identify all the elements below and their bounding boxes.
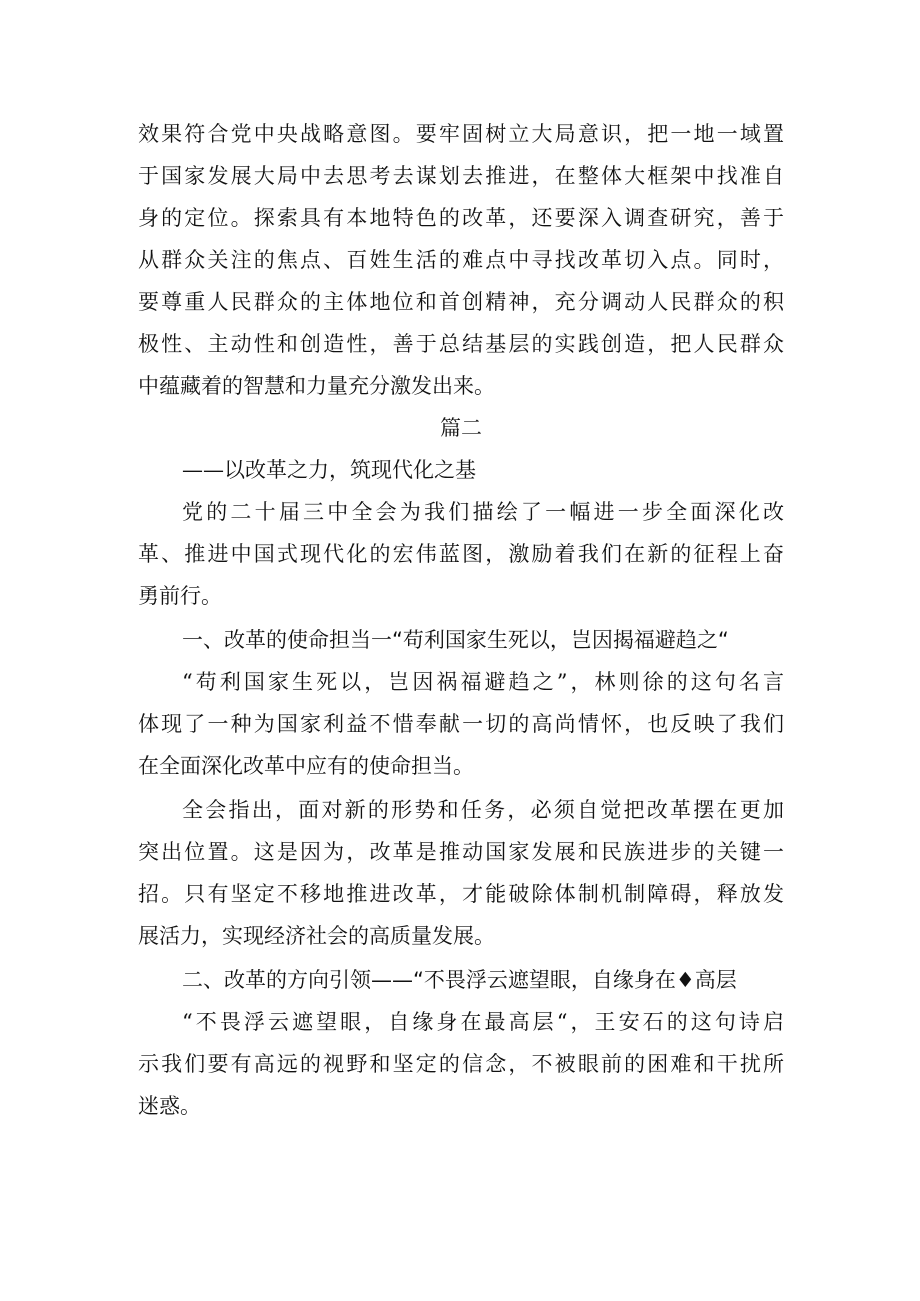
text-line: 要尊重人民群众的主体地位和首创精神，充分调动人民群众的积: [138, 290, 784, 314]
text-line: 党的二十届三中全会为我们描绘了一幅进一步全面深化改: [182, 500, 784, 524]
text-line: 示我们要有高远的视野和坚定的信念，不被眼前的困难和干扰所: [138, 1052, 784, 1076]
text-line: 于国家发展大局中去思考去谋划去推进，在整体大框架中找准自: [138, 164, 784, 188]
text-line: 身的定位。探索具有本地特色的改革，还要深入调查研究，善于: [138, 206, 784, 230]
text-line: 效果符合党中央战略意图。要牢固树立大局意识，把一地一域置: [138, 122, 784, 146]
heading-1: 一、改革的使命担当一“苟利国家生死以，岂因揭福避趋之“: [182, 628, 729, 652]
heading-2: 二、改革的方向引领——“不畏浮云遮望眼，自缘身在♦高层: [182, 968, 737, 992]
section-subtitle: ——以改革之力，筑现代化之基: [182, 458, 476, 482]
text-line: 全会指出，面对新的形势和任务，必须自觉把改革摆在更加: [182, 798, 784, 822]
text-line: 突出位置。这是因为，改革是推动国家发展和民族进步的关键一: [138, 840, 784, 864]
text-line: 展活力，实现经济社会的高质量发展。: [138, 924, 495, 948]
text-line: 革、推进中国式现代化的宏伟蓝图，激励着我们在新的征程上奋: [138, 542, 784, 566]
paragraph-intro: [138, 113, 784, 407]
section-title: 篇二: [440, 416, 482, 440]
text-line: “苟利国家生死以，岂因祸福避趋之”，林则徐的这句名言: [182, 670, 784, 694]
paragraph-1: [138, 491, 784, 617]
text-line: 体现了一种为国家利益不惜奉献一切的高尚情怀，也反映了我们: [138, 712, 784, 736]
document-page: [138, 113, 784, 1127]
paragraph-3: [138, 789, 784, 957]
text-line: 从群众关注的焦点、百姓生活的难点中寻找改革切入点。同时，: [138, 248, 784, 272]
text-line: “不畏浮云遮望眼，自缘身在最高层“，王安石的这句诗启: [182, 1010, 784, 1034]
text-line: 中蕴藏着的智慧和力量充分激发出来。: [138, 374, 495, 398]
text-line: 招。只有坚定不移地推进改革，才能破除体制机制障碍，释放发: [138, 882, 784, 906]
text-line: 极性、主动性和创造性，善于总结基层的实践创造，把人民群众: [138, 332, 784, 356]
text-line: 在全面深化改革中应有的使命担当。: [138, 754, 474, 778]
paragraph-2: [138, 661, 784, 787]
text-line: 勇前行。: [138, 584, 222, 608]
text-line: 迷惑。: [138, 1094, 201, 1118]
paragraph-4: [138, 1001, 784, 1127]
